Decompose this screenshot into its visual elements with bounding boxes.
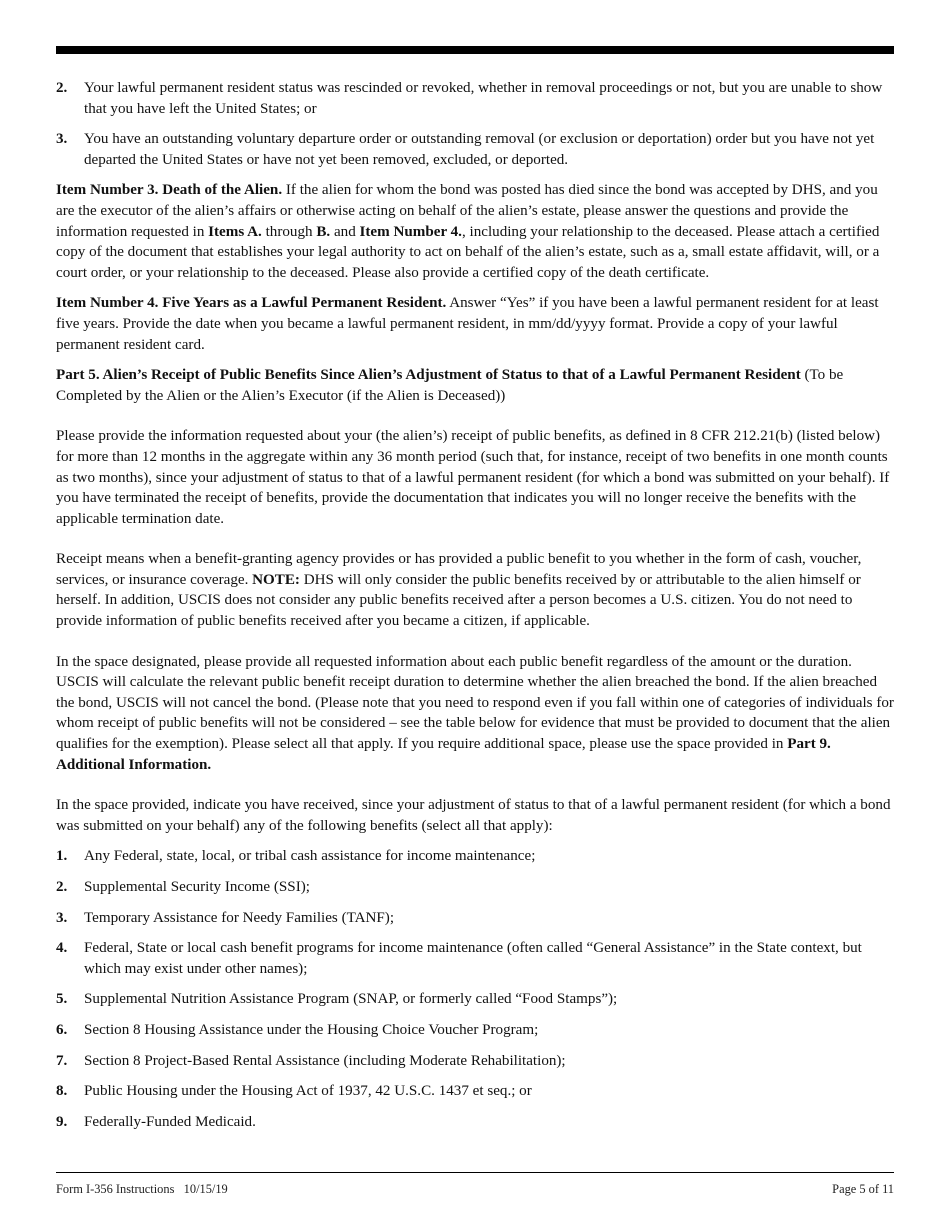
item3-text: , including your relationship to the deceased. Please attach a certified copy of the document that establishes your legal authority to act on behalf of the alien’s estate, such as a, small estate affidavit, will, or a court order, or your relationship to the deceased. Please also provide a certified copy of the death certificate. [56, 223, 880, 281]
space-designated-text: In the space designated, please provide all requested information about each public benefit regardless of the amount or the duration. USCIS will calculate the relevant public benefit receipt duration to determine whether the alien breached the bond. If the alien breached the bond, USCIS will not cancel the bond. (Please note that you need to respond even if you fall within one of categories of individuals for whom receipt of public benefits will not be considered – see the table below for evidence that must be provided to document that the alien qualifies for the exemption). Please select all that apply. If you require additional space, please use the space provided in [56, 653, 894, 753]
item-number: 7. [56, 1052, 68, 1069]
item-text: Supplemental Security Income (SSI); [84, 879, 310, 895]
footer-form-id: Form I-356 Instructions 10/15/19 [56, 1182, 228, 1196]
item-number: 5. [56, 991, 68, 1008]
list-item [56, 1020, 894, 1041]
item-text: Section 8 Project-Based Rental Assistance (including Moderate Rehabilitation); [84, 1052, 566, 1069]
item3-paragraph [56, 180, 894, 283]
item-number: 3. [56, 131, 68, 148]
list-item [56, 1112, 894, 1133]
item-text: Federal, State or local cash benefit programs for income maintenance (often called “General Assistance” in the State context, but which may exist under other names); [84, 940, 862, 977]
para-space-designated [56, 652, 894, 776]
item-text: Federally-Funded Medicaid. [84, 1113, 256, 1130]
part5-subtitle: (To be Completed by the Alien or the Alien’s Executor (if the Alien is Deceased)) [56, 367, 844, 404]
list-item [56, 938, 894, 979]
para-public-benefits: Please provide the information requested about your (the alien’s) receipt of public benefits, as defined in 8 CFR 212.21(b) (listed below) for more than 12 months in the aggregate within any 36 month period (such that, for instance, receipt of two benefits in one month counts as two months), since your adjustment of status to that of a lawful permanent resident (for which a bond was submitted on your behalf). If you have terminated the receipt of benefits, provide the documentation that indicates you will no longer receive the benefits with the applicable termination date. [56, 428, 890, 527]
list-item [56, 129, 894, 170]
note-label: NOTE: [252, 571, 300, 588]
item-number: 4. [56, 940, 68, 957]
item-text: Public Housing under the Housing Act of 1937, 42 U.S.C. 1437 et seq.; or [84, 1083, 532, 1100]
item3-heading: Item Number 3. Death of the Alien. [56, 182, 283, 199]
footer-page-number: Page 5 of 11 [832, 1182, 894, 1196]
item3-text: through [261, 223, 317, 240]
receipt-text: Receipt means when a benefit-granting agency provides or has provided a public benefit to you whether in the form of cash, voucher, services, or insurance coverage. [56, 551, 862, 588]
item-text: Temporary Assistance for Needy Families (TANF); [84, 909, 395, 926]
document-page [56, 46, 894, 1142]
item-text: Any Federal, state, local, or tribal cash assistance for income maintenance; [84, 848, 536, 865]
list-item [56, 989, 894, 1010]
para-receipt-definition [56, 549, 894, 631]
item-number: 3. [56, 909, 68, 926]
para-benefits-intro: In the space provided, indicate you have received, since your adjustment of status to that of a lawful permanent resident (for which a bond was submitted on your behalf) any of the following benefits (select all that apply): [56, 797, 891, 834]
top-rule [56, 46, 894, 54]
list-item [56, 908, 894, 929]
list-item [56, 1051, 894, 1072]
receipt-text: DHS will only consider the public benefits received by or attributable to the alien himself or herself. In addition, USCIS does not consider any public benefits received after a person becomes a U.S. citizen. You do not need to provide information of public benefits received after you became a citizen, if applicable. [56, 571, 861, 630]
item-text: Supplemental Nutrition Assistance Program (SNAP, or formerly called “Food Stamps”); [84, 991, 618, 1008]
list-item [56, 846, 894, 867]
item-number: 8. [56, 1083, 68, 1100]
item-number: 9. [56, 1113, 68, 1130]
list-item [56, 78, 894, 119]
list-item [56, 1081, 894, 1102]
item4-paragraph [56, 293, 894, 355]
item4-text: Answer “Yes” if you have been a lawful permanent resident for at least five years. Provide the date when you became a lawful permanent resident, in mm/dd/yyyy format. Provide a copy of your lawful permanent resident card. [56, 295, 879, 353]
item-text: You have an outstanding voluntary departure order or outstanding removal (or exclusion or deportation) order but you have not yet departed the United States or have not yet been removed, excluded, or deported. [84, 131, 875, 168]
part9-ref: Part 9. Additional Information. [56, 736, 831, 773]
item-number: 2. [56, 80, 68, 96]
item4-heading: Item Number 4. Five Years as a Lawful Permanent Resident. [56, 295, 447, 312]
item3-text: and [330, 223, 360, 240]
items-b-ref: B. [316, 223, 331, 240]
part5-heading-paragraph [56, 365, 894, 406]
page-footer [56, 1172, 894, 1197]
items-a-ref: Items A. [208, 223, 262, 240]
item-text: Your lawful permanent resident status was rescinded or revoked, whether in removal proceedings or not, but you are unable to show that you have left the United States; or [84, 80, 883, 117]
item-text: Section 8 Housing Assistance under the Housing Choice Voucher Program; [84, 1021, 539, 1038]
item-number: 2. [56, 879, 68, 895]
item-number: 1. [56, 848, 68, 865]
item-number-4-ref: Item Number 4. [359, 223, 462, 240]
list-item [56, 877, 894, 898]
benefits-list [56, 846, 894, 1132]
part5-heading: Part 5. Alien’s Receipt of Public Benefits Since Alien’s Adjustment of Status to that of a Lawful Permanent Resident [56, 367, 801, 384]
item-number: 6. [56, 1021, 68, 1038]
item3-text: If the alien for whom the bond was posted has died since the bond was accepted by DHS, and you are the executor of the alien’s affairs or otherwise acting on behalf of the alien’s estate, please answer the questions and provide the information requested in [56, 182, 878, 240]
